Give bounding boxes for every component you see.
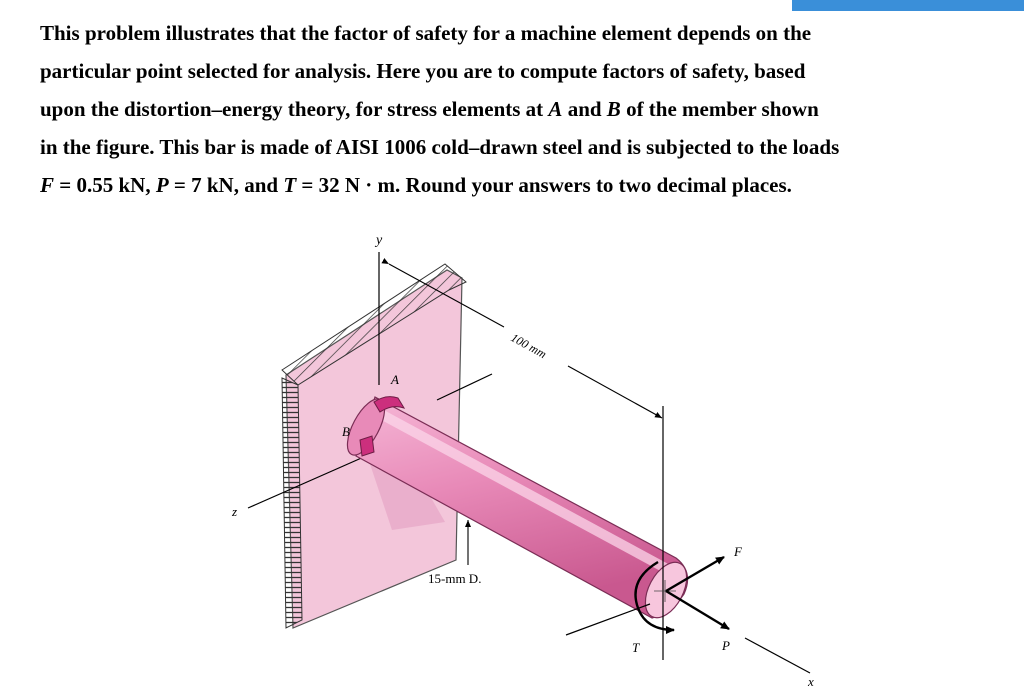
- force-f-value: = 0.55 kN,: [54, 173, 156, 197]
- cantilever-bar-figure: [0, 220, 1024, 696]
- problem-line-3-text-c: of the member shown: [620, 97, 819, 121]
- point-b-label: B: [342, 424, 350, 439]
- problem-line-1: This problem illustrates that the factor of safety for a machine element depends on the: [40, 21, 812, 45]
- y-axis-label: y: [376, 233, 383, 248]
- x-axis-line: [745, 638, 810, 673]
- problem-line-5: [40, 166, 1018, 204]
- force-p-value: = 7 kN, and: [168, 173, 284, 197]
- force-f-label: F: [734, 544, 742, 559]
- force-f-variable: F: [40, 173, 55, 197]
- force-p-label: P: [722, 638, 730, 653]
- force-p-variable: P: [155, 173, 169, 197]
- point-a-variable: A: [548, 97, 563, 121]
- problem-statement: [40, 14, 1018, 204]
- point-b-variable: B: [606, 97, 621, 121]
- point-a-label: A: [391, 372, 399, 387]
- diameter-label: 15-mm D.: [428, 571, 482, 586]
- problem-line-3: [40, 90, 1018, 128]
- torque-t-label: T: [632, 640, 640, 655]
- problem-line-2: particular point selected for analysis. Here you are to compute factors of safety, based: [40, 59, 806, 83]
- problem-line-3-text-b: and: [562, 97, 607, 121]
- blue-corner-tab: [792, 0, 1024, 11]
- dimension-line-right: [568, 366, 662, 418]
- torque-t-value: = 32 N · m. Round your answers to two decimal places.: [296, 173, 792, 197]
- z-axis-label: z: [232, 504, 238, 519]
- x-axis-label: x: [808, 674, 814, 689]
- problem-line-3-text-a: upon the distortion–energy theory, for stress elements at: [40, 97, 549, 121]
- torque-t-variable: T: [283, 173, 297, 197]
- force-p-arrow: [666, 591, 729, 629]
- wall-left-hatch: [282, 378, 302, 628]
- problem-line-4: in the figure. This bar is made of AISI 1006 cold–drawn steel and is subjected to the loads: [40, 135, 840, 159]
- stress-element-b: [360, 436, 374, 456]
- dimension-label: 100 mm: [508, 330, 549, 362]
